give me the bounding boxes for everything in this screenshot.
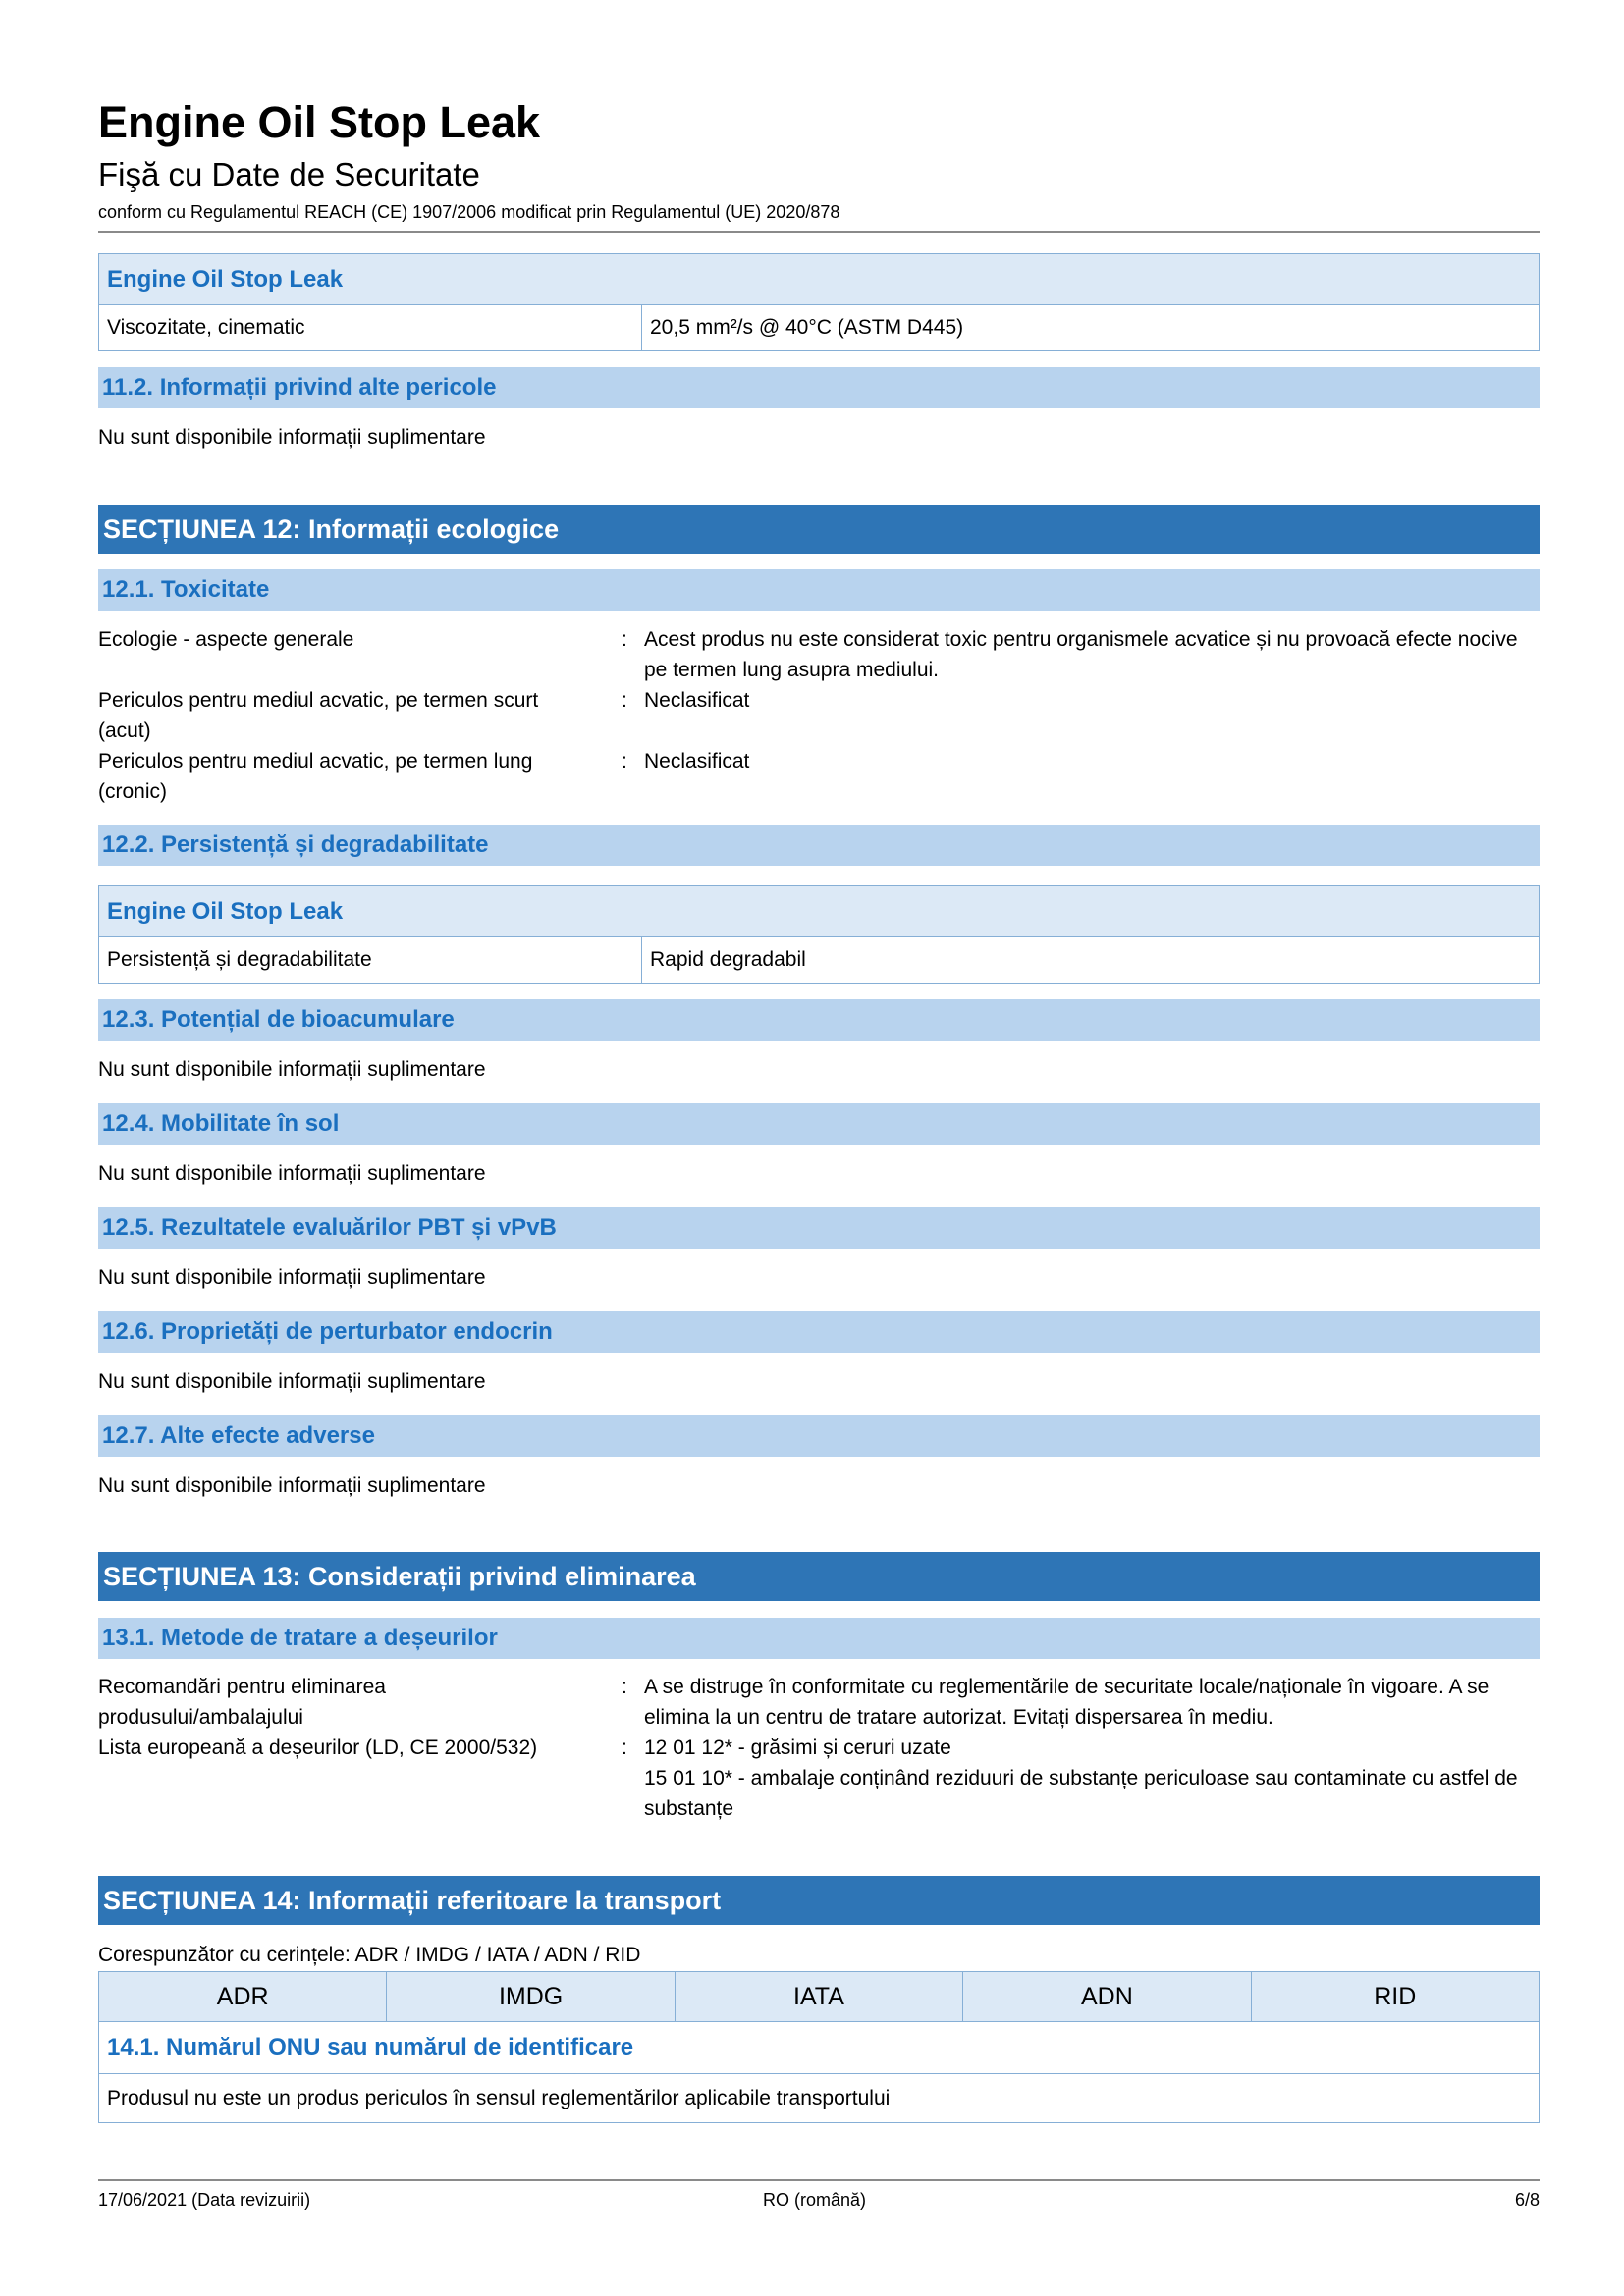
footer-language: RO (română) [763, 2190, 867, 2210]
subsection-12-3-text: Nu sunt disponibile informații suplimentare [98, 1058, 486, 1081]
footer-page-number: 6/8 [1514, 2190, 1540, 2210]
kv-colon: : [622, 1676, 627, 1698]
footer-divider [98, 2179, 1540, 2181]
kv-colon: : [622, 689, 627, 712]
viscosity-table-product: Engine Oil Stop Leak [99, 254, 1540, 305]
subsection-12-6-text: Nu sunt disponibile informații suplimentare [98, 1370, 486, 1393]
kv-label: Lista europeană a deșeurilor (LD, CE 2000/532) [98, 1736, 538, 1759]
transport-col-adn: ADN [963, 1972, 1251, 2022]
kv-colon: : [622, 628, 627, 651]
section-13-heading: SECȚIUNEA 13: Considerații privind eliminarea [98, 1552, 1540, 1601]
subsection-11-2-text: Nu sunt disponibile informații suplimentare [98, 426, 486, 449]
kv-label: Periculos pentru mediul acvatic, pe termen scurt (acut) [98, 689, 539, 742]
subsection-12-4-heading: 12.4. Mobilitate în sol [98, 1103, 1540, 1145]
transport-col-iata: IATA [675, 1972, 962, 2022]
kv-row [98, 1672, 1540, 1733]
subsection-13-1-heading: 13.1. Metode de tratare a deșeurilor [98, 1618, 1540, 1659]
regulation-line: conform cu Regulamentul REACH (CE) 1907/2006 modificat prin Regulamentul (UE) 2020/878 [98, 202, 840, 222]
document-subtitle: Fişă cu Date de Securitate [98, 156, 480, 192]
section-12-heading: SECȚIUNEA 12: Informații ecologice [98, 505, 1540, 554]
footer [98, 2190, 1540, 2214]
kv-value: Neclasificat [644, 750, 750, 773]
subsection-14-1-text: Produsul nu este un produs periculos în sensul reglementărilor aplicabile transportului [99, 2074, 1540, 2123]
kv-row [98, 746, 1540, 807]
persistence-label: Persistență și degradabilitate [99, 937, 642, 984]
kv-row [98, 685, 1540, 746]
subsection-14-1-heading: 14.1. Numărul ONU sau numărul de identificare [99, 2022, 1540, 2074]
subsection-12-4-text: Nu sunt disponibile informații suplimentare [98, 1162, 486, 1185]
waste-code-1: 12 01 12* - grăsimi și ceruri uzate [644, 1736, 951, 1759]
subsection-12-1-heading: 12.1. Toxicitate [98, 569, 1540, 611]
kv-row [98, 624, 1540, 685]
section-14-heading: SECȚIUNEA 14: Informații referitoare la transport [98, 1876, 1540, 1925]
waste-code-2: 15 01 10* - ambalaje conținând reziduuri de substanțe periculoase sau contaminate cu astfel de substanțe [644, 1767, 1518, 1820]
subsection-11-2-heading: 11.2. Informații privind alte pericole [98, 367, 1540, 408]
viscosity-label: Viscozitate, cinematic [99, 305, 642, 351]
kv-row [98, 1733, 1540, 1824]
subsection-12-6-heading: 12.6. Proprietăți de perturbator endocrin [98, 1311, 1540, 1353]
subsection-12-5-text: Nu sunt disponibile informații suplimentare [98, 1266, 486, 1289]
kv-label: Ecologie - aspecte generale [98, 628, 354, 651]
transport-col-adr: ADR [99, 1972, 387, 2022]
kv-colon: : [622, 1736, 627, 1759]
header-divider [98, 231, 1540, 233]
kv-label: Recomandări pentru eliminarea produsului/ambalajului [98, 1676, 386, 1729]
subsection-12-3-heading: 12.3. Potențial de bioacumulare [98, 999, 1540, 1041]
footer-revision-date: 17/06/2021 (Data revizuirii) [98, 2190, 311, 2210]
transport-col-rid: RID [1251, 1972, 1539, 2022]
kv-value: Neclasificat [644, 689, 750, 712]
persistence-value: Rapid degradabil [642, 937, 1540, 984]
subsection-12-5-heading: 12.5. Rezultatele evaluărilor PBT și vPvB [98, 1207, 1540, 1249]
transport-intro: Corespunzător cu cerințele: ADR / IMDG / IATA / ADN / RID [98, 1944, 641, 1966]
subsection-12-7-text: Nu sunt disponibile informații suplimentare [98, 1474, 486, 1497]
document-title: Engine Oil Stop Leak [98, 97, 541, 147]
subsection-12-7-heading: 12.7. Alte efecte adverse [98, 1415, 1540, 1457]
viscosity-table [98, 253, 1540, 351]
kv-colon: : [622, 750, 627, 773]
subsection-12-2-heading: 12.2. Persistență și degradabilitate [98, 825, 1540, 866]
persistence-table [98, 885, 1540, 984]
kv-label: Periculos pentru mediul acvatic, pe termen lung (cronic) [98, 750, 533, 803]
kv-value: Acest produs nu este considerat toxic pentru organismele acvatice și nu provoacă efecte nocive pe termen lung asupra mediului. [644, 628, 1518, 681]
viscosity-value: 20,5 mm²/s @ 40°C (ASTM D445) [642, 305, 1540, 351]
kv-value: A se distruge în conformitate cu reglementările de securitate locale/naționale în vigoare. A se elimina la un centru de tratare autorizat. Evitați dispersarea în mediu. [644, 1676, 1489, 1729]
transport-col-imdg: IMDG [387, 1972, 675, 2022]
transport-table [98, 1971, 1540, 2123]
persistence-table-product: Engine Oil Stop Leak [99, 886, 1540, 937]
